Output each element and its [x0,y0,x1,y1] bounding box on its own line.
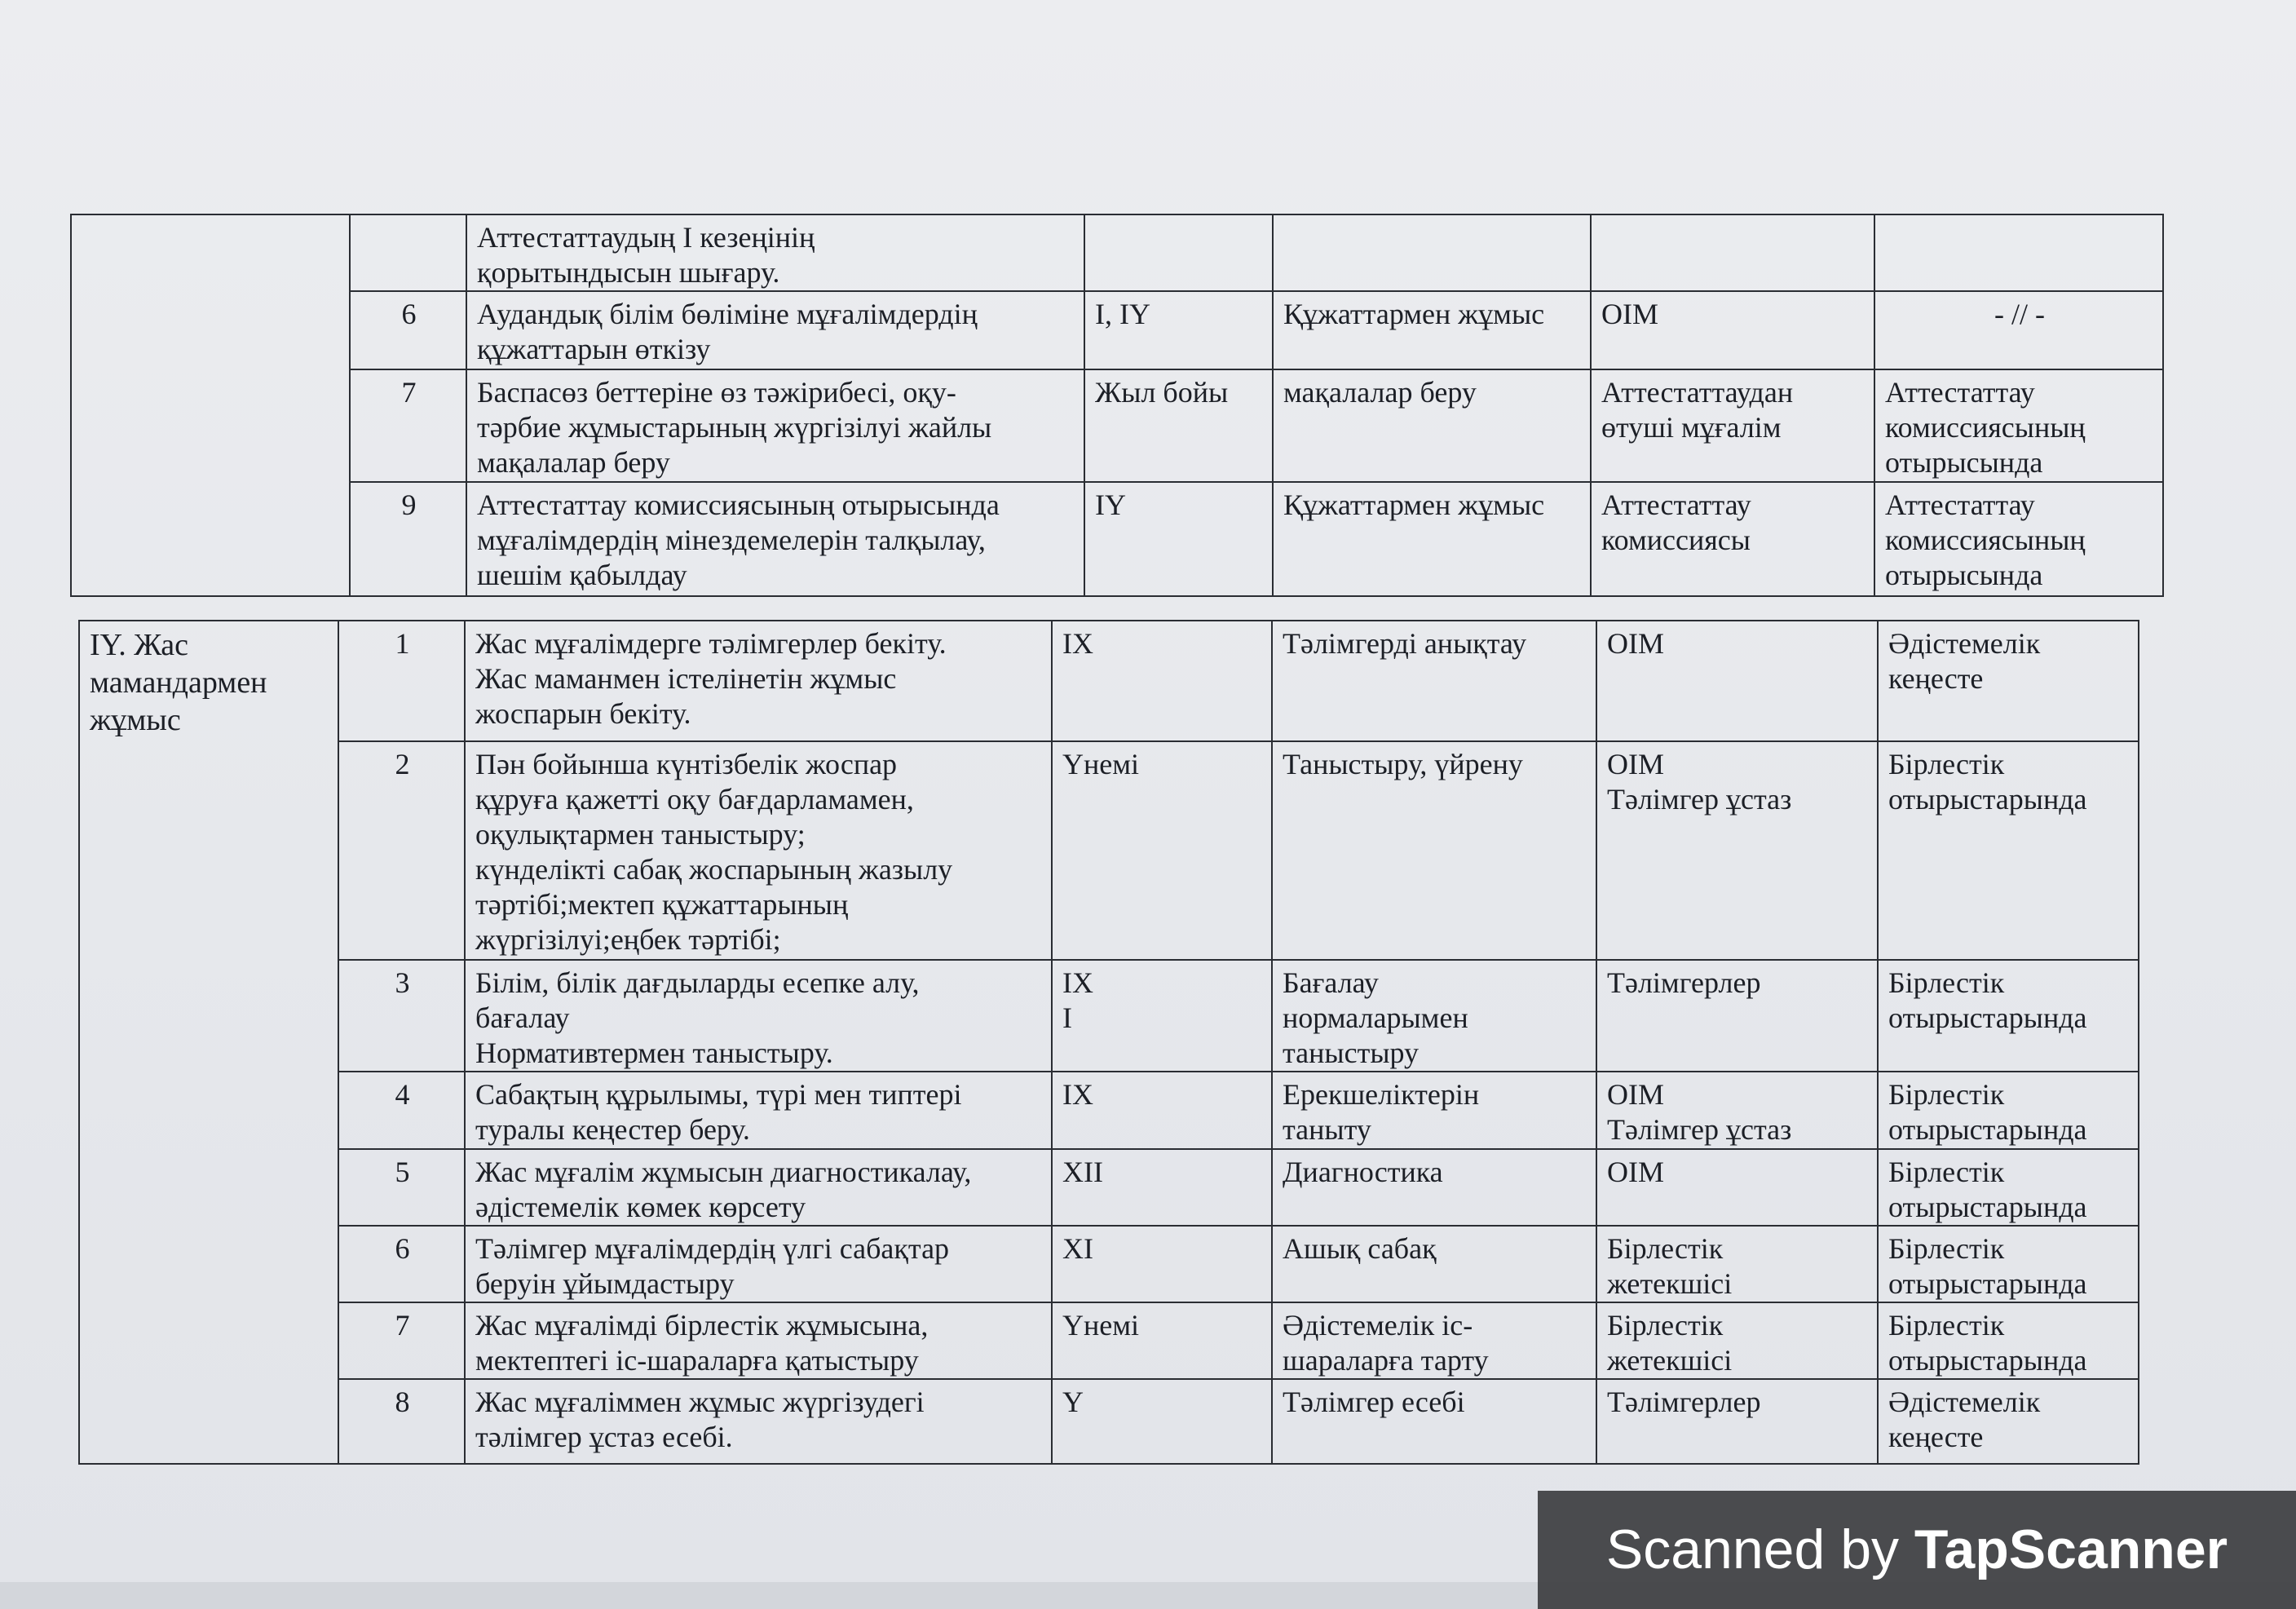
cell-text-line: күнделікті сабақ жоспарының жазылу [475,853,953,886]
cell-text-line: Тәлімгерлер [1607,966,1761,999]
table-row [71,214,2163,291]
scanner-watermark [1538,1491,2296,1609]
period-cell [1052,621,1272,741]
form-cell [1273,482,1591,596]
venue-cell [1878,1149,2139,1226]
row-number [350,214,466,291]
cell-text-line: Нормативтермен таныстыру. [475,1037,833,1069]
watermark-brand: TapScanner [1914,1518,2228,1580]
cell-text-line: Құжаттармен жұмыс [1283,488,1545,521]
row-number: 1 [338,621,465,741]
plan-table-young-teachers [78,620,2139,1465]
period-cell [1084,214,1273,291]
venue-cell [1878,621,2139,741]
row-number: 7 [350,369,466,482]
cell-text-line: мектептегі іс-шараларға қатыстыру [475,1344,919,1377]
venue-cell [1874,482,2163,596]
cell-text-line: Бірлестік [1888,748,2005,780]
cell-text-line: таныту [1283,1113,1371,1146]
cell-text-line: ОІМ [1607,1078,1664,1111]
cell-text-line: тәлімгер ұстаз есебі. [475,1421,733,1453]
cell-text-line: I [1062,1001,1072,1034]
cell-text-line: комиссиясының [1885,524,2086,556]
cell-text-line: туралы кеңестер беру. [475,1113,750,1146]
cell-text-line: XI [1062,1232,1093,1265]
cell-text-line: отырыстарында [1888,1001,2087,1034]
table-row [79,1226,2139,1302]
form-cell [1272,1379,1596,1464]
venue-cell [1878,1072,2139,1149]
cell-text-line: Диагностика [1283,1156,1443,1188]
section-cell [71,214,350,596]
cell-text-line: Баспасөз беттеріне өз тәжірибесі, оқу- [477,376,956,409]
cell-text-line: ОІМ [1607,1156,1664,1188]
table-row [79,960,2139,1072]
cell-text-line: Жас маманмен істелінетін жұмыс [475,662,897,695]
task-cell [465,1226,1052,1302]
row-number: 2 [338,741,465,960]
cell-text-line: жетекшісі [1607,1344,1733,1377]
cell-text-line: комиссиясы [1601,524,1751,556]
period-cell [1052,1226,1272,1302]
period-cell [1052,1072,1272,1149]
responsible-cell [1596,1226,1878,1302]
table-row [79,1072,2139,1149]
cell-text-line: отырыстарында [1888,783,2087,816]
cell-text-line: Бірлестік [1888,1232,2005,1265]
table-row [79,621,2139,741]
cell-text-line: Ерекшеліктерін [1283,1078,1480,1111]
task-cell [465,621,1052,741]
section-title-cell [79,621,338,1464]
cell-text-line: отырыстарында [1888,1191,2087,1223]
table-row [79,1302,2139,1379]
task-cell [465,1379,1052,1464]
cell-text-line: Y [1062,1386,1084,1418]
cell-text-line: кеңесте [1888,1421,1984,1453]
cell-text-line: Аттестаттау [1601,488,1751,521]
cell-text-line: Әдістемелік [1888,1386,2041,1418]
cell-text-line: ОІМ [1607,627,1664,660]
form-cell [1272,1302,1596,1379]
cell-text-line: Бірлестік [1607,1309,1724,1342]
cell-text-line: Бірлестік [1888,1078,2005,1111]
cell-text-line: Ашық сабақ [1283,1232,1437,1265]
responsible-cell [1596,1149,1878,1226]
responsible-cell [1596,621,1878,741]
cell-text-line: бағалау [475,1001,570,1034]
cell-text-line: Тәлімгер есебі [1283,1386,1465,1418]
form-cell [1273,291,1591,369]
row-number: 8 [338,1379,465,1464]
cell-text-line: мұғалімдердің мінездемелерін талқылау, [477,524,986,556]
cell-text-line: Әдістемелік іс- [1283,1309,1473,1342]
cell-text-line: Бірлестік [1888,1309,2005,1342]
row-number: 7 [338,1302,465,1379]
cell-text-line: жетекшісі [1607,1267,1733,1300]
cell-text-line: Бірлестік [1888,1156,2005,1188]
table-row [79,1379,2139,1464]
task-cell [465,960,1052,1072]
form-cell [1273,214,1591,291]
cell-text-line: отырысында [1885,559,2043,591]
venue-cell [1874,291,2163,369]
venue-cell [1878,741,2139,960]
cell-text-line: ОІМ [1601,298,1658,330]
table-row [71,291,2163,369]
cell-text-line: құруға қажетті оқу бағдарламамен, [475,783,914,816]
responsible-cell [1596,1072,1878,1149]
cell-text-line: Аттестаттау комиссиясының отырысында [477,488,1000,521]
cell-text-line: Аттестаттау [1885,376,2035,409]
cell-text-line: Аттестаттау [1885,488,2035,521]
cell-text-line: Жас мұғалімдерге тәлімгерлер бекіту. [475,627,947,660]
cell-text-line: - // - [1994,298,2045,330]
period-cell [1052,1149,1272,1226]
venue-cell [1878,1379,2139,1464]
form-cell [1273,369,1591,482]
cell-text-line: Тәлімгер ұстаз [1607,1113,1792,1146]
cell-text-line: Тәлімгер ұстаз [1607,783,1792,816]
cell-text-line: IX [1062,1078,1093,1111]
row-number: 6 [350,291,466,369]
cell-text-line: IX [1062,966,1093,999]
cell-text-line: Тәлімгер мұғалімдердің үлгі сабақтар [475,1232,950,1265]
cell-text-line: жоспарын бекіту. [475,697,691,730]
cell-text-line: Жас мұғалім жұмысын диагностикалау, [475,1156,972,1188]
responsible-cell [1596,1379,1878,1464]
task-cell [466,214,1084,291]
task-cell [466,369,1084,482]
cell-text-line: Жыл бойы [1095,376,1229,409]
period-cell [1052,1302,1272,1379]
cell-text-line: отырыстарында [1888,1267,2087,1300]
period-cell [1084,482,1273,596]
form-cell [1272,1149,1596,1226]
cell-text-line: Тәлімгерді анықтау [1283,627,1527,660]
responsible-cell [1591,369,1874,482]
cell-text-line: тәрбие жұмыстарының жүргізілуі жайлы [477,411,992,444]
cell-text-line: Аттестаттаудан [1601,376,1794,409]
cell-text-line: қорытындысын шығару. [477,256,780,289]
task-cell [465,1072,1052,1149]
cell-text-line: әдістемелік көмек көрсету [475,1191,806,1223]
cell-text-line: Сабақтың құрылымы, түрі мен типтері [475,1078,962,1111]
row-number: 9 [350,482,466,596]
cell-text-line: Үнемі [1062,748,1140,780]
cell-text-line: Тәлімгерлер [1607,1386,1761,1418]
cell-text-line: отырысында [1885,446,2043,479]
period-cell [1084,291,1273,369]
venue-cell [1874,369,2163,482]
cell-text-line: таныстыру [1283,1037,1420,1069]
responsible-cell [1591,482,1874,596]
task-cell [466,482,1084,596]
venue-cell [1878,1226,2139,1302]
task-cell [465,1149,1052,1226]
venue-cell [1878,1302,2139,1379]
row-number: 6 [338,1226,465,1302]
responsible-cell [1596,741,1878,960]
cell-text-line: Бірлестік [1607,1232,1724,1265]
responsible-cell [1591,214,1874,291]
cell-text-line: мамандармен [90,665,267,700]
responsible-cell [1591,291,1874,369]
table-row [79,741,2139,960]
cell-text-line: Бағалау [1283,966,1379,999]
form-cell [1272,1226,1596,1302]
form-cell [1272,960,1596,1072]
cell-text-line: Жас мұғалімді бірлестік жұмысына, [475,1309,929,1342]
cell-text-line: нормаларымен [1283,1001,1468,1034]
cell-text-line: XII [1062,1156,1103,1188]
venue-cell [1874,214,2163,291]
cell-text-line: комиссиясының [1885,411,2086,444]
cell-text-line: Пән бойынша күнтізбелік жоспар [475,748,898,780]
cell-text-line: құжаттарын өткізу [477,333,711,365]
task-cell [465,741,1052,960]
cell-text-line: беруін ұйымдастыру [475,1267,735,1300]
cell-text-line: Білім, білік дағдыларды есепке алу, [475,966,920,999]
cell-text-line: мақалалар беру [477,446,670,479]
cell-text-line: отырыстарында [1888,1344,2087,1377]
row-number: 3 [338,960,465,1072]
cell-text-line: өтуші мұғалім [1601,411,1782,444]
cell-text-line: Әдістемелік [1888,627,2041,660]
cell-text-line: Үнемі [1062,1309,1140,1342]
period-cell [1052,741,1272,960]
period-cell [1084,369,1273,482]
cell-text-line: отырыстарында [1888,1113,2087,1146]
watermark-prefix: Scanned by [1605,1518,1914,1580]
cell-text-line: IY [1095,488,1126,521]
cell-text-line: жұмыс [90,703,181,737]
form-cell [1272,1072,1596,1149]
cell-text-line: Аудандық білім бөліміне мұғалімдердің [477,298,978,330]
responsible-cell [1596,960,1878,1072]
cell-text-line: мақалалар беру [1283,376,1477,409]
venue-cell [1878,960,2139,1072]
cell-text-line: шараларға тарту [1283,1344,1489,1377]
row-number: 5 [338,1149,465,1226]
cell-text-line: Құжаттармен жұмыс [1283,298,1545,330]
cell-text-line: шешім қабылдау [477,559,687,591]
cell-text-line: Аттестаттаудың І кезеңінің [477,221,815,254]
cell-text-line: IX [1062,627,1093,660]
cell-text-line: Таныстыру, үйрену [1283,748,1523,780]
table-row [71,369,2163,482]
cell-text-line: Жас мұғаліммен жұмыс жүргізудегі [475,1386,925,1418]
cell-text-line: Бірлестік [1888,966,2005,999]
period-cell [1052,1379,1272,1464]
cell-text-line: жүргізілуі;еңбек тәртібі; [475,923,781,956]
cell-text-line: оқулықтармен таныстыру; [475,818,806,851]
cell-text-line: тәртібі;мектеп құжаттарының [475,888,849,921]
form-cell [1272,621,1596,741]
cell-text-line: IY. Жас [90,628,189,662]
row-number: 4 [338,1072,465,1149]
period-cell [1052,960,1272,1072]
task-cell [465,1302,1052,1379]
cell-text-line: ОІМ [1607,748,1664,780]
table-row [79,1149,2139,1226]
task-cell [466,291,1084,369]
responsible-cell [1596,1302,1878,1379]
cell-text-line: I, IY [1095,298,1150,330]
cell-text-line: кеңесте [1888,662,1984,695]
plan-table-top [70,214,2164,597]
table-row [71,482,2163,596]
form-cell [1272,741,1596,960]
